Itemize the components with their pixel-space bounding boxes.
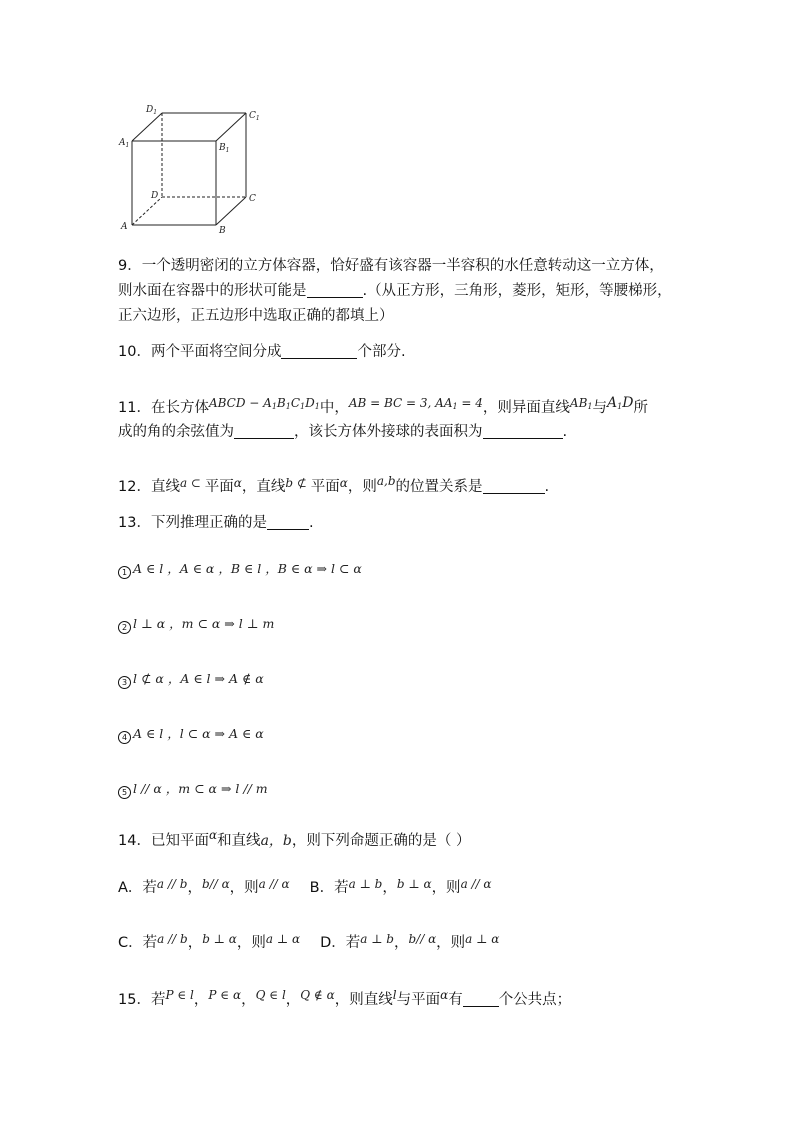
question-13-title: [118, 510, 314, 536]
option-b-math-3: a // α: [460, 877, 492, 891]
math-a-b: a，b: [260, 833, 292, 849]
question-15-text-c: 与平面: [396, 992, 441, 1008]
question-12-text-c: ，直线: [241, 479, 286, 495]
question-12-text-b: 平面: [204, 479, 234, 495]
label-d1: $D_1$: [146, 105, 158, 116]
question-13-item-1: [118, 556, 362, 582]
question-14-options-ab: [118, 871, 492, 901]
edge-top-left: [132, 113, 162, 141]
question-9-line-3: 正六边形，正五边形中选取正确的都填上）: [118, 308, 394, 324]
math-alpha: α: [440, 988, 449, 1002]
question-13-text-b: .: [308, 515, 314, 531]
math-alpha: α: [208, 828, 218, 842]
question-12-text-g: .: [544, 479, 550, 495]
item-number-4: 4: [118, 731, 131, 744]
math-a: a ⊂: [179, 476, 205, 490]
option-a-math-1: a // b: [156, 877, 188, 891]
option-c-math-3: a ⊥ α: [265, 932, 301, 946]
question-11-line-1: [118, 390, 648, 421]
option-b[interactable]: B．若$^{a \perp b}$，$^{b \perp \alpha}$，则$^{a // \alpha}$: [309, 877, 492, 896]
math-alpha-2: α: [339, 476, 348, 490]
question-9-line-1: 9．一个透明密闭的立方体容器，恰好盛有该容器一半容积的水任意转动这一立方体，: [118, 258, 664, 274]
option-c[interactable]: C．若$^{a // b}$，$^{b \perp \alpha}$，则$^{a \perp \alpha}$: [118, 932, 301, 951]
math-dimensions: AB = BC = 3, AA1 = 4: [348, 396, 483, 411]
answer-blank-11b: [483, 422, 563, 439]
label-b: B: [219, 226, 226, 236]
question-14-text-a: 14．已知平面: [118, 833, 209, 849]
question-12-text-d: 平面: [310, 479, 340, 495]
math-line-ab1: AB1: [569, 396, 593, 411]
label-c1: $C_1$: [249, 111, 260, 122]
math-q-notin-alpha: Q ∉ α: [300, 988, 335, 1002]
item-text-4: A ∈ l ，l ⊂ α ⇒ A ∈ α: [133, 726, 264, 741]
item-text-1: A ∈ l ，A ∈ α ，B ∈ l ，B ∈ α ⇒ l ⊂ α: [133, 561, 362, 576]
question-10-text-a: 10．两个平面将空间分成: [118, 344, 282, 360]
label-d: D: [151, 191, 159, 201]
option-c-math-2: b ⊥ α: [202, 932, 237, 946]
label-a: A: [121, 222, 128, 232]
question-15: 15．若$^{P \in l}$，$^{P \in \alpha}$，$^{Q \in l}$，$^{Q \notin \alpha}$，则直线$^l$与平面$^\alpha$有 个公共点；: [118, 988, 572, 1008]
question-13-text-a: 13．下列推理正确的是: [118, 515, 267, 531]
question-12-text-a: 12．直线: [118, 479, 180, 495]
question-11-text-a: 11．在长方体: [118, 400, 209, 416]
question-9-line-2: [118, 278, 672, 304]
math-p-in-alpha: P ∈ α: [208, 988, 242, 1002]
question-12-text-f: 的位置关系是: [395, 479, 483, 495]
math-l: l: [392, 988, 397, 1002]
question-11-text-c: ，则异面直线: [482, 400, 570, 416]
question-11-text-h: .: [562, 424, 568, 440]
option-c-label: C．若: [118, 935, 158, 951]
option-d-label: D．若: [320, 935, 361, 951]
item-number-3: 3: [118, 676, 131, 689]
question-12-text-e: ，则: [347, 479, 377, 495]
question-11-text-e: 所: [633, 400, 648, 416]
cube-figure: [116, 100, 266, 238]
option-a[interactable]: A．若$^{a // b}$，$^{b// \alpha}$，则$^{a // \alpha}$: [118, 877, 290, 896]
item-text-3: l ⊄ α ，A ∈ l ⇒ A ∉ α: [133, 671, 264, 686]
question-11-line-2: [118, 419, 567, 445]
option-d[interactable]: D．若$^{a \perp b}$，$^{b// \alpha}$，则$^{a \perp \alpha}$: [320, 932, 500, 951]
question-14-title: [118, 822, 470, 854]
math-q-in-l: Q ∈ l: [255, 988, 286, 1002]
math-alpha-1: α: [233, 476, 242, 490]
question-14-text-c: ，则下列命题正确的是（ ）: [291, 833, 471, 849]
question-10-text-b: 个部分.: [357, 344, 406, 360]
option-a-math-2: b// α: [201, 877, 230, 891]
question-11-text-g: ，该长方体外接球的表面积为: [294, 424, 483, 440]
math-cuboid-name: ABCD − A1B1C1D1: [208, 396, 320, 411]
edge-bottom-right: [216, 197, 246, 225]
option-b-math-2: b ⊥ α: [396, 877, 432, 891]
edge-top-right: [216, 113, 246, 141]
question-10: [118, 339, 406, 365]
question-11-text-f: 成的角的余弦值为: [118, 424, 234, 440]
item-number-1: 1: [118, 566, 131, 579]
question-14-options-cd: [118, 926, 499, 956]
question-11-text-b: 中，: [319, 400, 349, 416]
item-text-5: l // α ，m ⊂ α ⇒ l // m: [133, 781, 268, 796]
question-13-item-2: [118, 611, 274, 637]
answer-blank-13: [267, 513, 309, 530]
item-text-2: l ⊥ α ，m ⊂ α ⇒ l ⊥ m: [133, 616, 275, 631]
math-line-a1d: $A_1D$: [607, 395, 634, 411]
answer-blank-10: [281, 342, 357, 359]
option-c-math-1: a // b: [157, 932, 188, 946]
question-15-text-a: 15．若: [118, 992, 166, 1008]
question-11-text-d: 与: [592, 400, 607, 416]
answer-blank-9: [307, 281, 363, 298]
question-13-item-4: [118, 721, 264, 747]
answer-blank-12: [483, 477, 545, 494]
question-13-item-5: [118, 776, 268, 802]
math-p-in-l: P ∈ l: [165, 988, 194, 1002]
option-b-math-1: a ⊥ b: [348, 877, 383, 891]
math-a-b: a,b: [376, 474, 396, 488]
math-b: b ⊄: [285, 476, 311, 490]
option-d-math-2: b// α: [408, 932, 437, 946]
question-12: [118, 468, 549, 500]
question-14-text-b: 和直线: [217, 833, 261, 849]
question-15-text-e: 个公共点；: [498, 992, 572, 1008]
answer-blank-11a: [234, 422, 294, 439]
hidden-edge-bottom-left: [132, 197, 162, 225]
label-a1: $A_1$: [119, 138, 130, 149]
option-b-label: B．若: [309, 880, 349, 896]
item-number-5: 5: [118, 786, 131, 799]
question-9-text-a: 则水面在容器中的形状可能是: [118, 283, 307, 299]
label-b1: $B_1$: [219, 143, 230, 154]
question-15-text-d: 有: [448, 992, 463, 1008]
question-9-text-b: .（从正方形，三角形，菱形，矩形，等腰梯形，: [362, 283, 672, 299]
option-a-label: A．若: [118, 880, 157, 896]
option-d-math-3: a ⊥ α: [465, 932, 500, 946]
option-d-math-1: a ⊥ b: [360, 932, 394, 946]
question-13-item-3: [118, 666, 264, 692]
item-number-2: 2: [118, 621, 131, 634]
question-15-text-b: ，则直线: [334, 992, 393, 1008]
option-a-math-3: a // α: [258, 877, 290, 891]
answer-blank-15: [463, 990, 499, 1007]
label-c: C: [249, 194, 256, 204]
